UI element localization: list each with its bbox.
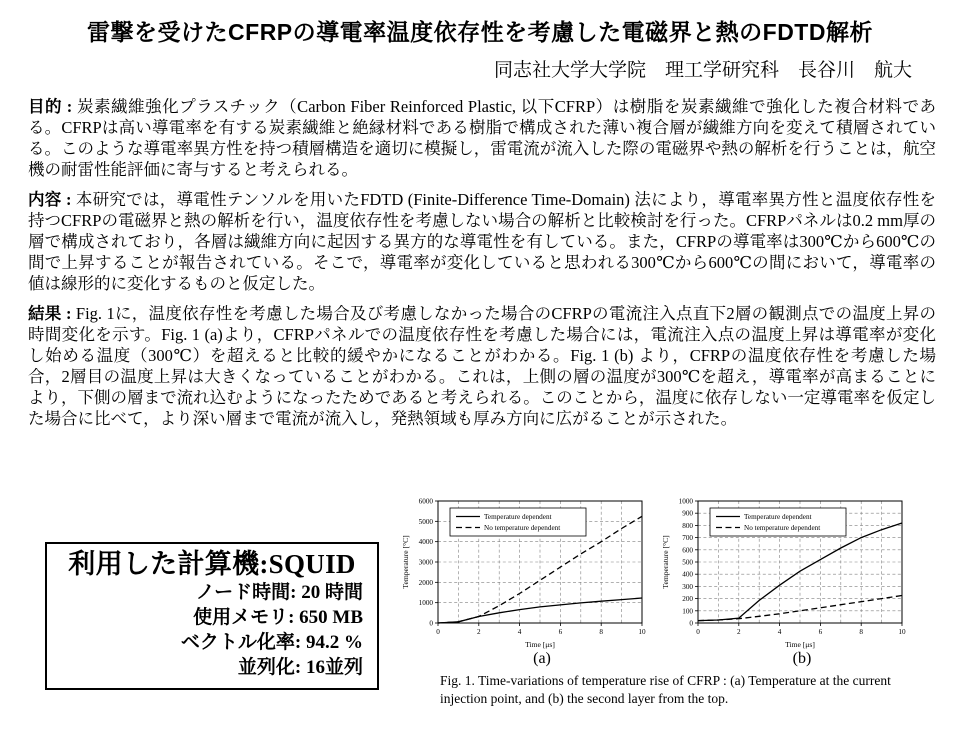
svg-text:0: 0 [689, 619, 693, 628]
svg-text:5000: 5000 [418, 517, 433, 526]
section-results [28, 303, 936, 429]
svg-text:Temperature [°C]: Temperature [°C] [661, 535, 670, 589]
svg-text:300: 300 [682, 582, 693, 591]
svg-text:Temperature dependent: Temperature dependent [484, 513, 552, 522]
svg-text:400: 400 [682, 570, 693, 579]
chart-temperature-second-layer [658, 493, 910, 665]
svg-text:4000: 4000 [418, 538, 433, 547]
machine-item-vectorization: ベクトル化率: 94.2 % [180, 632, 363, 653]
svg-text:10: 10 [898, 628, 906, 636]
section-results-label: 結果 : [28, 304, 72, 323]
svg-text:0: 0 [696, 628, 700, 636]
svg-text:4: 4 [517, 628, 522, 636]
svg-text:100: 100 [682, 607, 693, 616]
svg-text:1000: 1000 [678, 497, 693, 506]
section-purpose [28, 96, 936, 180]
figure-sub-label-a: (a) [533, 650, 551, 667]
machine-title: 利用した計算機:SQUID [68, 549, 356, 579]
body-text [28, 96, 936, 429]
svg-text:2: 2 [737, 628, 741, 636]
section-content [28, 189, 936, 294]
svg-text:2: 2 [477, 628, 481, 636]
section-purpose-text: 炭素繊維強化プラスチック（Carbon Fiber Reinforced Plastic, 以下CFRP）は樹脂を炭素繊維で強化した複合材料である。CFRPは高い導電率を有する炭素繊維と絶縁材料である樹脂で構成された薄い複合層が繊維方向を変えて積層されている。このような導電率異方性を持つ積層構造を適切に模擬し，雷電流が流入した際の電磁界や熱の解析を行うことは，航空機の耐雷性能評価に寄与すると考えられる。 [28, 97, 937, 179]
section-results-text: Fig. 1に，温度依存性を考慮した場合及び考慮しなかった場合のCFRPの電流注入点直下2層の観測点での温度上昇の時間変化を示す。Fig. 1 (a)より，CFRPパネルでの温度依存性を考慮した場合には，電流注入点の温度上昇は導電率が変化し始める温度（300℃）を超えると比較的緩やかになることがわかる。Fig. 1 (b) より，CFRPの温度依存性を考慮した場合，2層目の温度上昇は大きくなっていることがわかる。これは，上側の層の温度が300℃を超え，導電率が高まることにより，下側の層まで流れ込むようになったためであると考えられる。このことから，温度に依存しない一定導電率を仮定した場合に比べて，より深い層まで電流が流入し，発熱領域も厚み方向に広がることが示された。 [28, 304, 937, 428]
svg-text:500: 500 [682, 558, 693, 567]
svg-text:8: 8 [859, 628, 863, 636]
poster-page [0, 14, 960, 734]
svg-text:Temperature [°C]: Temperature [°C] [401, 535, 410, 589]
svg-text:700: 700 [682, 534, 693, 543]
svg-text:No temperature dependent: No temperature dependent [484, 524, 561, 533]
section-purpose-label: 目的 : [28, 97, 73, 116]
svg-text:900: 900 [682, 509, 693, 518]
svg-text:0: 0 [429, 619, 433, 628]
svg-text:6: 6 [818, 628, 823, 636]
machine-item-parallelization: 並列化: 16並列 [237, 657, 363, 678]
machine-info-box [45, 542, 379, 690]
section-content-text: 本研究では，導電性テンソルを用いたFDTD (Finite-Difference Time-Domain) 法により，導電率異方性と温度依存性を持つCFRPの電磁界と熱の解析を行い，温度依存性を考慮しない場合の解析と比較検討を行った。CFRPパネルは0.2 mm厚の層で構成されており，各層は繊維方向に起因する異方的な導電性を有している。また，CFRPの導電率は300℃から600℃の間で上昇することが報告されている。そこで，導電率が変化していると思われる300℃から600℃の間において，導電率の値は線形的に変化するものと仮定した。 [28, 190, 937, 293]
svg-text:0: 0 [436, 628, 440, 636]
machine-item-memory: 使用メモリ: 650 MB [193, 607, 363, 628]
svg-text:3000: 3000 [418, 558, 433, 567]
figure-caption: Fig. 1. Time-variations of temperature rise of CFRP : (a) Temperature at the current injection point, and (b) the second layer from the top. [440, 673, 891, 706]
author-line: 同志社大学大学院 理工学研究科 長谷川 航大 [493, 60, 912, 81]
svg-text:6: 6 [558, 628, 563, 636]
svg-text:1000: 1000 [418, 599, 433, 608]
svg-text:600: 600 [682, 546, 693, 555]
chart-temperature-injection-point [398, 493, 650, 665]
svg-text:Time [μs]: Time [μs] [525, 640, 555, 649]
svg-text:10: 10 [638, 628, 646, 636]
svg-text:2000: 2000 [418, 578, 433, 587]
svg-text:Time [μs]: Time [μs] [785, 640, 815, 649]
page-title: 雷撃を受けたCFRPの導電率温度依存性を考慮した電磁界と熱のFDTD解析 [87, 19, 873, 45]
svg-text:No temperature dependent: No temperature dependent [744, 524, 821, 533]
svg-text:4: 4 [777, 628, 782, 636]
machine-item-node-time: ノード時間: 20 時間 [195, 582, 363, 603]
section-content-label: 内容 : [28, 190, 72, 209]
svg-text:200: 200 [682, 595, 693, 604]
svg-text:800: 800 [682, 521, 693, 530]
svg-text:8: 8 [599, 628, 603, 636]
svg-text:Temperature dependent: Temperature dependent [744, 513, 812, 522]
figure-sub-label-b: (b) [792, 650, 812, 667]
svg-text:6000: 6000 [418, 497, 433, 506]
